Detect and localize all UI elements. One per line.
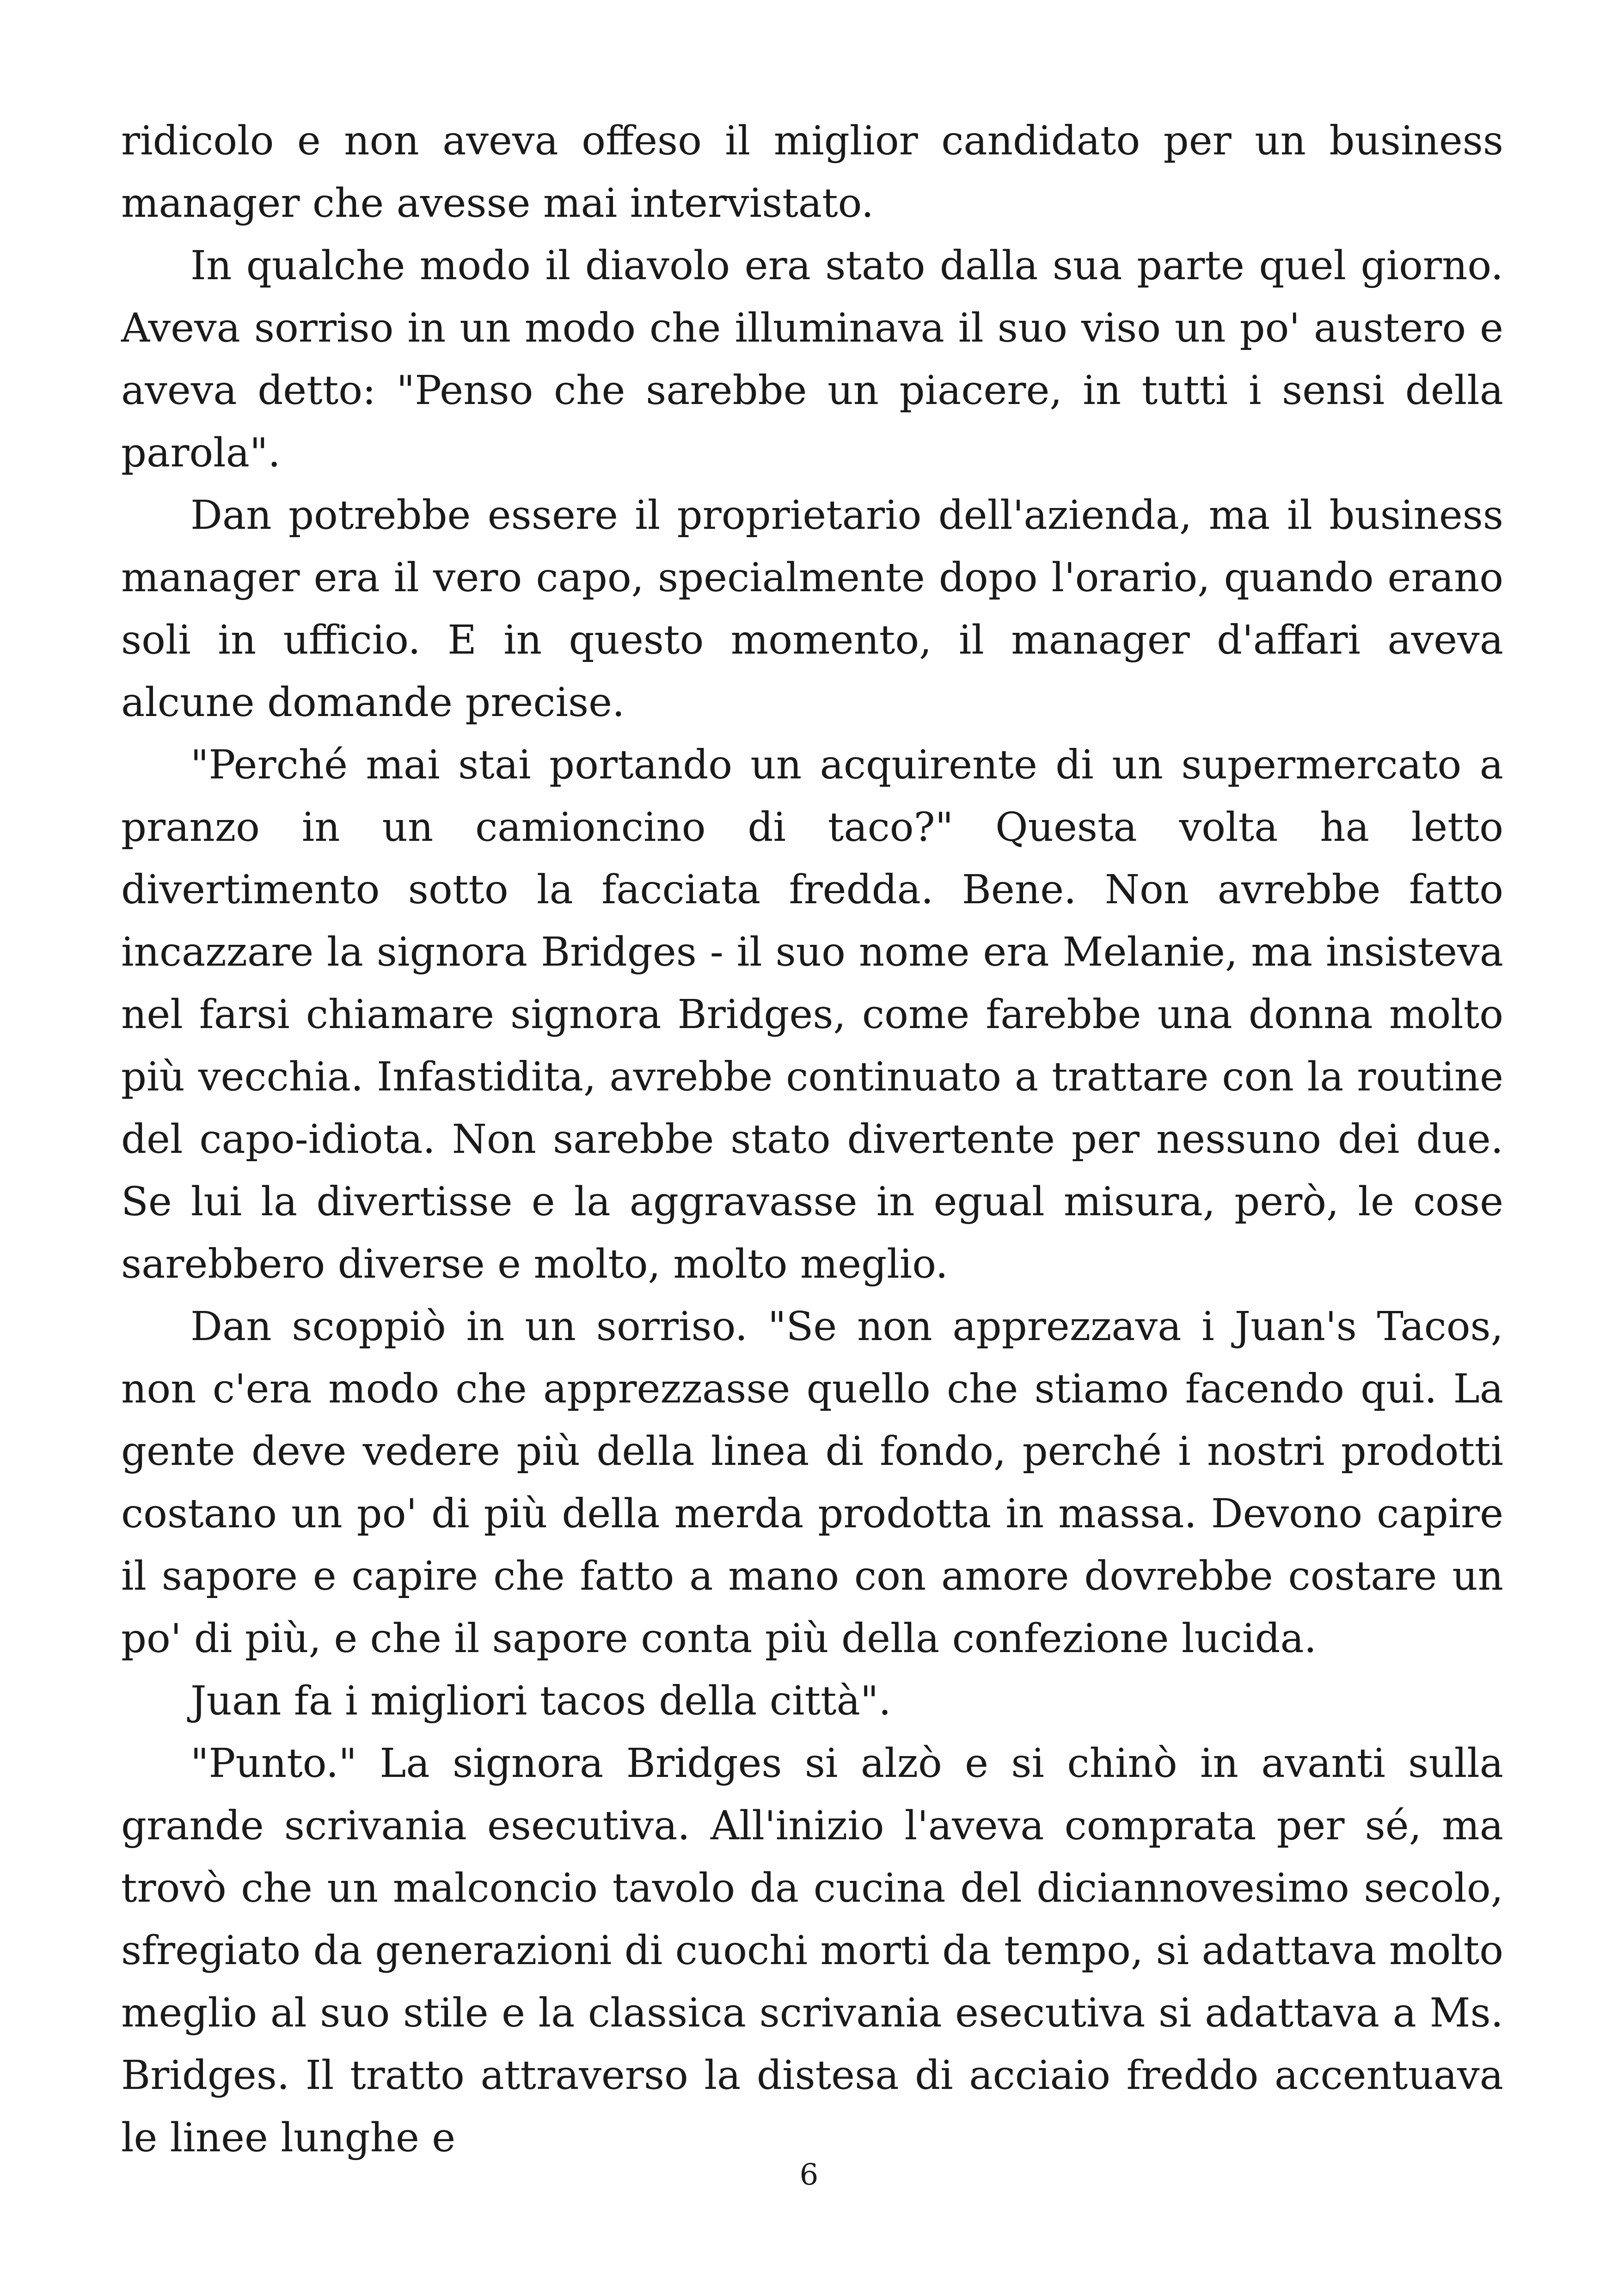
paragraph: "Punto." La signora Bridges si alzò e si chinò in avanti sulla grande scrivania esecutiva. All'inizio l'aveva comprata per sé, ma trovò che un malconcio tavolo da cucina del diciannovesimo secolo, sfregiato da generazioni di cuochi morti da tempo, si adattava molto meglio al suo stile e la classica scrivania esecutiva si adattava a Ms. Bridges. Il tratto attraverso la distesa di acciaio freddo accentuava le linee lunghe e [121, 1740, 1503, 2161]
paragraph: "Perché mai stai portando un acquirente di un supermercato a pranzo in un camioncino di taco?" Questa volta ha letto divertimento sotto la facciata fredda. Bene. Non avrebbe fatto incazzare la signora Bridges - il suo nome era Melanie, ma insisteva nel farsi chiamare signora Bridges, come farebbe una donna molto più vecchia. Infastidita, avrebbe continuato a trattare con la routine del capo-idiota. Non sarebbe stato divertente per nessuno dei due. Se lui la divertisse e la aggravasse in egual misura, però, le cose sarebbero diverse e molto, molto meglio. [121, 742, 1503, 1287]
body-text [121, 110, 1503, 2169]
paragraph: Dan potrebbe essere il proprietario dell'azienda, ma il business manager era il vero capo, specialmente dopo l'orario, quando erano soli in ufficio. E in questo momento, il manager d'affari aveva alcune domande precise. [121, 492, 1503, 726]
paragraph: In qualche modo il diavolo era stato dalla sua parte quel giorno. Aveva sorriso in un modo che illuminava il suo viso un po' austero e aveva detto: "Penso che sarebbe un piacere, in tutti i sensi della parola". [121, 243, 1503, 476]
paragraph: Juan fa i migliori tacos della città". [190, 1678, 891, 1724]
paragraph: ridicolo e non aveva offeso il miglior candidato per un business manager che avesse mai intervistato. [121, 118, 1503, 227]
page-number: 6 [799, 2158, 819, 2192]
paragraph: Dan scoppiò in un sorriso. "Se non apprezzava i Juan's Tacos, non c'era modo che apprezzasse quello che stiamo facendo qui. La gente deve vedere più della linea di fondo, perché i nostri prodotti costano un po' di più della merda prodotta in massa. Devono capire il sapore e capire che fatto a mano con amore dovrebbe costare un po' di più, e che il sapore conta più della confezione lucida. [121, 1304, 1503, 1662]
